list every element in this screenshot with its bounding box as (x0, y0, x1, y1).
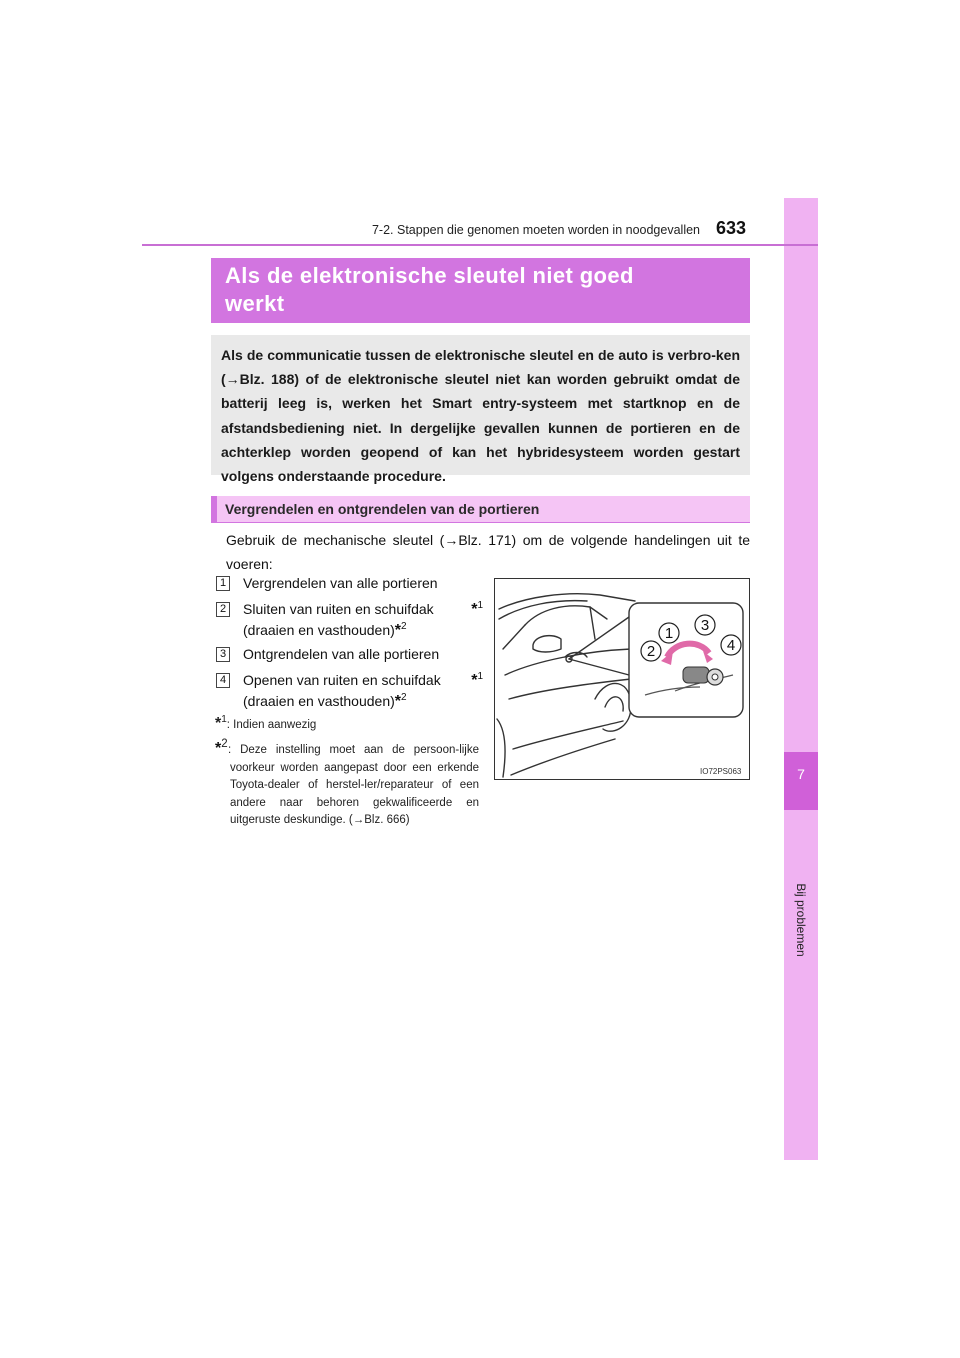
section-body: Gebruik de mechanische sleutel (→Blz. 171) om de volgende handelingen uit te voeren: (226, 532, 750, 572)
footnote-2-text: : Deze instelling moet aan de persoon-lijke voorkeur worden aangepast door een erkende Toyota-dealer of herstel-ler/reparateur of een andere naar behoren gekwalificeerde en uitgeruste deskundige. (→Blz. 666) (228, 744, 479, 826)
running-header: 7-2. Stappen die genomen moeten worden in noodgevallen (371, 223, 700, 237)
step-2-line-1: Sluiten van ruiten en schuifdak (243, 601, 434, 617)
step-2-text (243, 599, 483, 641)
footnote-star: * (394, 693, 402, 710)
step-number-3: 3 (216, 647, 230, 662)
footnote-ref: 2 (401, 621, 407, 632)
footnote-num: 1 (221, 714, 227, 725)
page-title-line-2: werkt (225, 291, 285, 316)
footnote-star: * (471, 672, 478, 689)
car-door-illustration (495, 579, 749, 779)
footnote-star: * (471, 601, 478, 618)
step-4-line-1: Openen van ruiten en schuifdak (243, 672, 441, 688)
step-2-line-2: (draaien en vasthouden) (243, 622, 395, 638)
footnote-1 (215, 715, 485, 735)
door-lock-figure (494, 578, 750, 780)
figure-code: IO72PS063 (700, 767, 742, 776)
step-3-text: Ontgrendelen van alle portieren (243, 646, 440, 662)
step-number-1: 1 (216, 576, 230, 591)
footnote-star: * (215, 715, 222, 732)
section-rule (211, 522, 750, 523)
footnote-ref: 1 (477, 600, 483, 611)
figure-label-3: 3 (700, 617, 710, 634)
section-title: Vergrendelen en ontgrendelen van de portieren (225, 501, 540, 517)
chapter-title: Bij problemen (794, 883, 808, 957)
section-header-bar (211, 496, 217, 522)
footnote-star: * (394, 622, 402, 639)
footnote-1-text: : Indien aanwezig (226, 719, 317, 731)
chapter-side-tab (784, 198, 818, 1160)
intro-box (211, 335, 750, 485)
page-title-banner (211, 258, 750, 323)
intro-text: Als de communicatie tussen de elektronische sleutel en de auto is verbro-ken (→Blz. 188) of de elektronische sleutel niet kan worden gebruikt omdat de batterij leeg is, werken het Smart entry-systeem met startknop en de afstandsbediening niet. In dergelijke gevallen kunnen de portieren en de achterklep worden geopend of kan het hybridesysteem worden gestart volgens onderstaande procedure. (221, 347, 740, 485)
footnote-ref: 2 (401, 692, 407, 703)
step-number-4: 4 (216, 673, 230, 688)
step-4-line-2: (draaien en vasthouden) (243, 693, 395, 709)
footnote-2-marker (215, 740, 228, 758)
page-title-line-1: Als de elektronische sleutel niet goed (225, 263, 634, 288)
step-4-text (243, 670, 483, 712)
section-header (211, 496, 750, 522)
footnote-star: * (215, 740, 222, 757)
footnote-ref: 1 (477, 671, 483, 682)
figure-label-1: 1 (664, 625, 674, 642)
figure-label-4: 4 (726, 637, 736, 654)
chapter-number: 7 (797, 766, 805, 782)
step-1-text: Vergrendelen van alle portieren (243, 575, 438, 591)
footnote-num: 2 (221, 738, 228, 750)
figure-label-2: 2 (646, 643, 656, 660)
header-rule (142, 244, 818, 246)
step-number-2: 2 (216, 602, 230, 617)
page-number: 633 (716, 218, 747, 238)
